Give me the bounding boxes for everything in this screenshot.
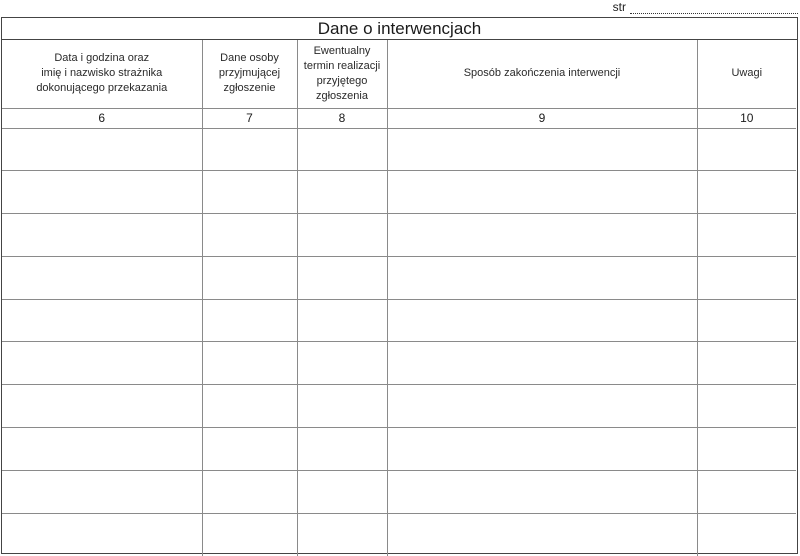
cell-receiver[interactable] (202, 171, 297, 214)
cell-receiver[interactable] (202, 428, 297, 471)
form-title: Dane o interwencjach (2, 18, 797, 40)
cell-deadline[interactable] (297, 299, 387, 342)
column-header-receiver: Dane osoby przyjmującej zgłoszenie (202, 40, 297, 108)
cell-completion[interactable] (387, 342, 697, 385)
cell-date-guard[interactable] (2, 256, 202, 299)
column-number: 10 (697, 108, 796, 128)
cell-date-guard[interactable] (2, 128, 202, 171)
column-header-deadline: Ewentualny termin realizacji przyjętego zgłoszenia (297, 40, 387, 108)
column-number: 9 (387, 108, 697, 128)
cell-receiver[interactable] (202, 214, 297, 257)
cell-remarks[interactable] (697, 171, 796, 214)
cell-deadline[interactable] (297, 256, 387, 299)
interventions-table (2, 40, 796, 556)
cell-receiver[interactable] (202, 299, 297, 342)
cell-completion[interactable] (387, 385, 697, 428)
table-row (2, 214, 796, 257)
cell-date-guard[interactable] (2, 171, 202, 214)
cell-deadline[interactable] (297, 385, 387, 428)
cell-completion[interactable] (387, 470, 697, 513)
table-row (2, 299, 796, 342)
column-number-row (2, 108, 796, 128)
page-number-field (613, 0, 798, 14)
cell-receiver[interactable] (202, 256, 297, 299)
cell-deadline[interactable] (297, 428, 387, 471)
cell-date-guard[interactable] (2, 428, 202, 471)
column-number: 8 (297, 108, 387, 128)
cell-deadline[interactable] (297, 470, 387, 513)
cell-remarks[interactable] (697, 470, 796, 513)
cell-remarks[interactable] (697, 385, 796, 428)
cell-completion[interactable] (387, 214, 697, 257)
cell-receiver[interactable] (202, 342, 297, 385)
cell-receiver[interactable] (202, 128, 297, 171)
cell-date-guard[interactable] (2, 385, 202, 428)
page-number-blank[interactable] (630, 4, 798, 14)
cell-remarks[interactable] (697, 214, 796, 257)
table-row (2, 428, 796, 471)
column-number: 6 (2, 108, 202, 128)
column-number: 7 (202, 108, 297, 128)
table-body (2, 128, 796, 556)
table-row (2, 256, 796, 299)
table-row (2, 470, 796, 513)
interventions-form (1, 17, 798, 554)
table-row (2, 342, 796, 385)
cell-completion[interactable] (387, 256, 697, 299)
cell-completion[interactable] (387, 171, 697, 214)
table-row (2, 385, 796, 428)
cell-remarks[interactable] (697, 428, 796, 471)
cell-date-guard[interactable] (2, 513, 202, 556)
table-row (2, 513, 796, 556)
column-header-date-guard: Data i godzina oraz imię i nazwisko strażnika dokonującego przekazania (2, 40, 202, 108)
cell-remarks[interactable] (697, 256, 796, 299)
cell-receiver[interactable] (202, 385, 297, 428)
table-row (2, 171, 796, 214)
cell-completion[interactable] (387, 428, 697, 471)
cell-deadline[interactable] (297, 171, 387, 214)
cell-receiver[interactable] (202, 513, 297, 556)
cell-receiver[interactable] (202, 470, 297, 513)
cell-remarks[interactable] (697, 513, 796, 556)
cell-date-guard[interactable] (2, 470, 202, 513)
cell-remarks[interactable] (697, 128, 796, 171)
cell-remarks[interactable] (697, 299, 796, 342)
column-header-completion: Sposób zakończenia interwencji (387, 40, 697, 108)
cell-deadline[interactable] (297, 128, 387, 171)
column-header-remarks: Uwagi (697, 40, 796, 108)
header-row (2, 40, 796, 108)
cell-deadline[interactable] (297, 513, 387, 556)
cell-completion[interactable] (387, 299, 697, 342)
cell-deadline[interactable] (297, 342, 387, 385)
cell-date-guard[interactable] (2, 214, 202, 257)
cell-completion[interactable] (387, 513, 697, 556)
page-number-label: str (612, 0, 626, 14)
cell-remarks[interactable] (697, 342, 796, 385)
cell-deadline[interactable] (297, 214, 387, 257)
table-row (2, 128, 796, 171)
cell-date-guard[interactable] (2, 299, 202, 342)
cell-date-guard[interactable] (2, 342, 202, 385)
cell-completion[interactable] (387, 128, 697, 171)
